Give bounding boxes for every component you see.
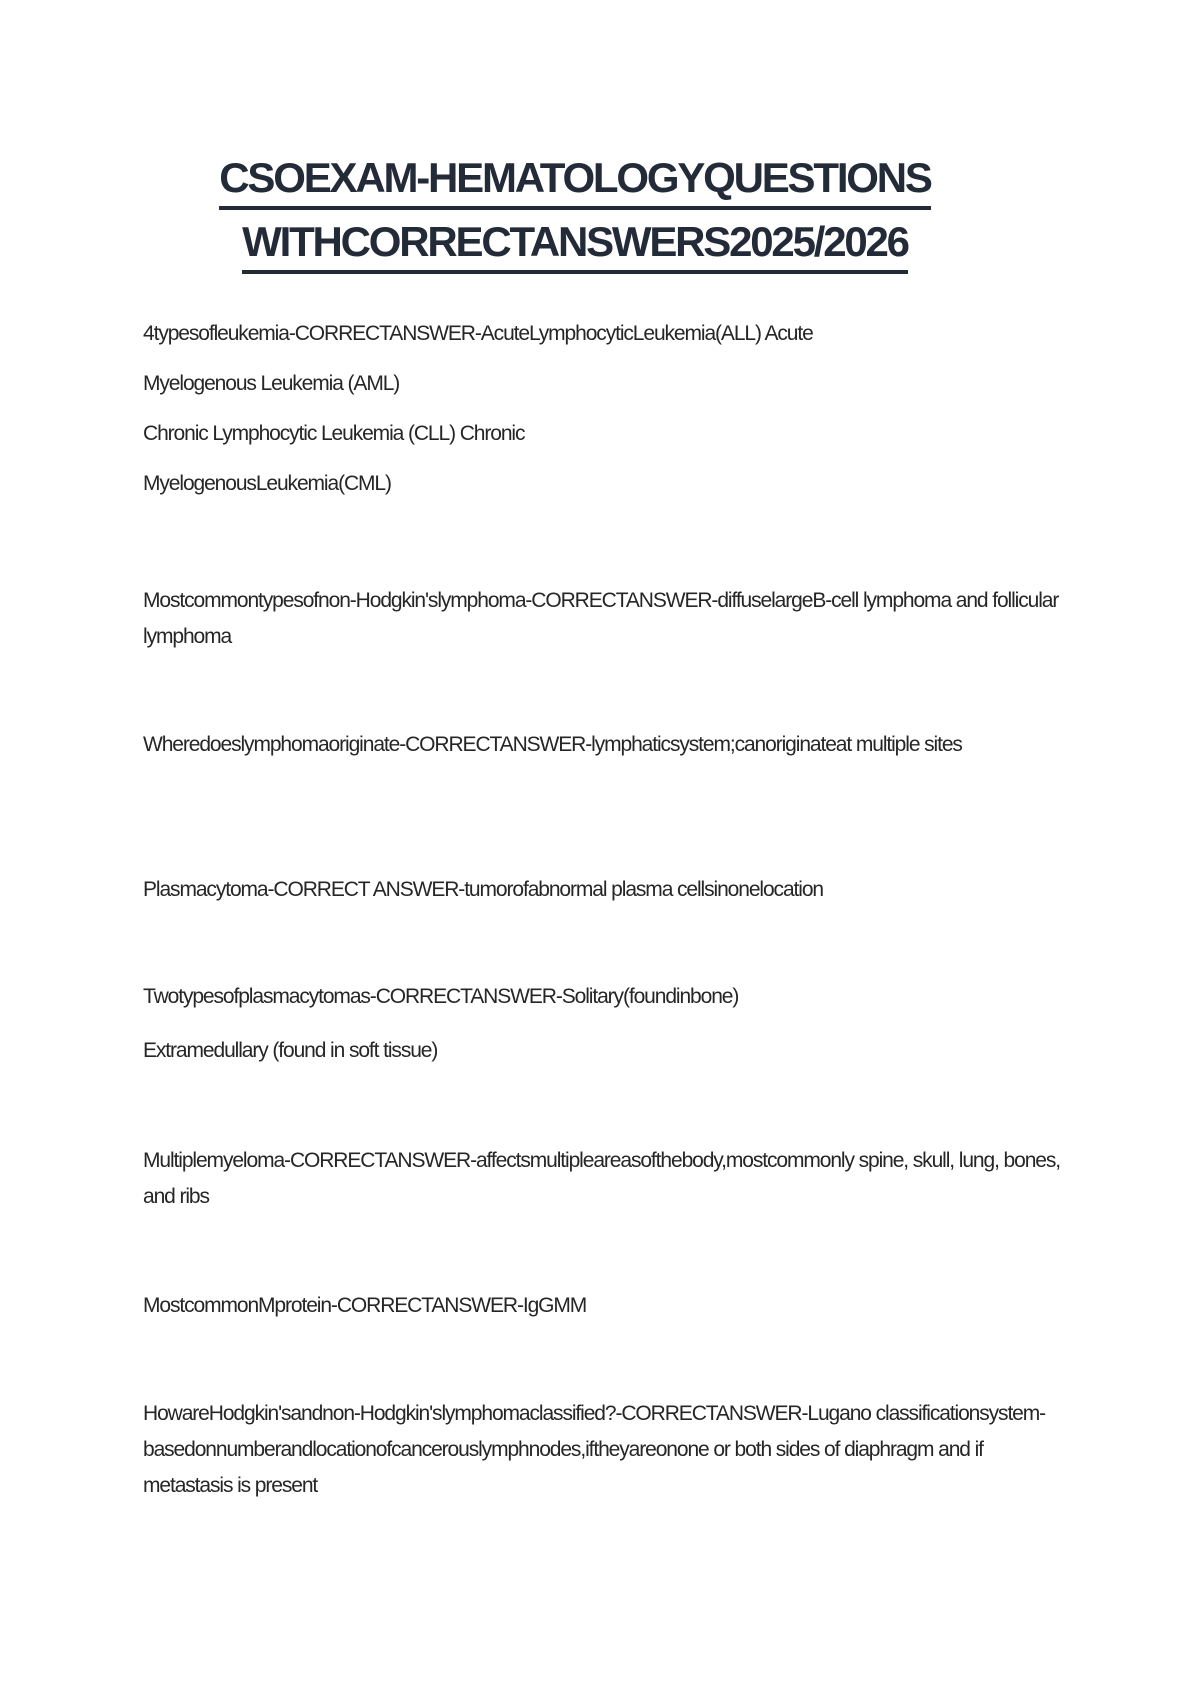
qa-entry-plasmacytoma [143,872,1073,908]
qa-line: Plasmacytoma-CORRECT ANSWER-tumorofabnormal plasma cellsinonelocation [143,878,823,901]
qa-line: MyelogenousLeukemia(CML) [143,472,391,495]
qa-entry-leukemia-types [143,316,1073,516]
qa-entry-plasmacytoma-types [143,979,1073,1087]
qa-line: Extramedullary (found in soft tissue) [143,1039,438,1062]
qa-line: 4typesofleukemia-CORRECTANSWER-AcuteLymphocyticLeukemia(ALL) Acute [143,322,813,345]
title-line-1: CSOEXAM-HEMATOLOGYQUESTIONS [219,152,930,210]
document-title [0,152,1150,274]
qa-line: Chronic Lymphocytic Leukemia (CLL) Chronic [143,422,525,445]
qa-entry-lymphoma-classification [143,1396,1073,1504]
qa-line: HowareHodgkin'sandnon-Hodgkin'slymphomaclassified?-CORRECTANSWER-Lugano classificationsystem-basedonnumberandlocationofcancerouslymphnodes,iftheyareonone or both sides of diaphragm and if metastasis is present [143,1402,1046,1497]
qa-entry-m-protein [143,1288,1073,1324]
qa-line: Wheredoeslymphomaoriginate-CORRECTANSWER-lymphaticsystem;canoriginateat multiple sites [143,733,962,756]
qa-line: MostcommonMprotein-CORRECTANSWER-IgGMM [143,1294,587,1317]
qa-entry-multiple-myeloma [143,1143,1073,1215]
qa-line: Mostcommontypesofnon-Hodgkin'slymphoma-CORRECTANSWER-diffuselargeB-cell lymphoma and follicular lymphoma [143,589,1059,648]
qa-line: Myelogenous Leukemia (AML) [143,372,400,395]
qa-entry-lymphoma-origin [143,727,1073,763]
qa-line: Twotypesofplasmacytomas-CORRECTANSWER-Solitary(foundinbone) [143,985,739,1008]
qa-line: Multiplemyeloma-CORRECTANSWER-affectsmultipleareasofthebody,mostcommonly spine, skull, lung, bones, and ribs [143,1149,1060,1208]
title-line-2: WITHCORRECTANSWERS2025/2026 [242,216,908,274]
qa-entry-nhl-types [143,583,1073,655]
